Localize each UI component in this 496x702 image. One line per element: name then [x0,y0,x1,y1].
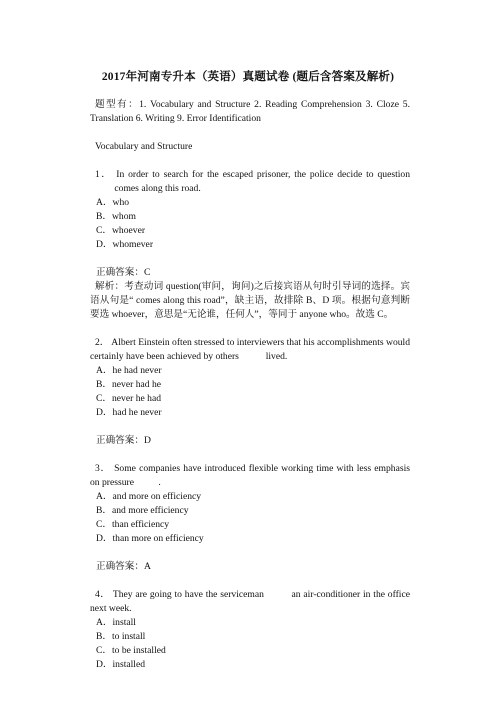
explanation: 解析：考查动词 question(审问，询问)之后接宾语从句时引导词的选择。宾语从句是“ comes along this road”，缺主语，故排除 B、D 项。根据句意判断要选 whoever，意思是“无论谁，任何人”，等同于 anyone who。故选 C。 [90,281,410,320]
stem-text-before: 1． In order to search for the escaped prisoner, the police decide to question [95,169,410,180]
question-4 [90,588,410,672]
correct-answer: 正确答案：C [96,267,151,278]
stem-text-after: comes along this road. [114,183,201,194]
question-1 [90,168,410,322]
option-b: B．never had he [96,379,162,390]
option-b: B．whom [96,211,136,222]
option-a: A．he had never [96,365,162,376]
question-types-line: 题型有：1. Vocabulary and Structure 2. Reading Comprehension 3. Cloze 5. Translation 6. Writing 9. Error Identification [90,99,410,124]
question-stem [90,462,410,490]
option-c: C．never he had [96,393,162,404]
option-d: D．whomever [96,239,154,250]
stem-text-after: an air-conditioner in the office next week. [90,589,410,614]
stem-text-before: 4． They are going to have the serviceman [95,589,264,600]
correct-answer: 正确答案：D [96,435,151,446]
option-a: A．and more on efficiency [96,491,202,502]
option-b: B．to install [96,631,146,642]
question-stem [90,588,410,616]
question-stem [90,336,410,364]
question-stem [90,168,410,196]
document-body [90,98,410,672]
question-3 [90,462,410,574]
option-a: A．who [96,197,130,208]
option-c: C．to be installed [96,645,166,656]
option-c: C．than efficiency [96,519,170,530]
page-title: 2017年河南专升本（英语）真题试卷 (题后含答案及解析) [101,71,395,83]
option-d: D．installed [96,659,146,670]
option-b: B．and more efficiency [96,505,189,516]
option-c: C．whoever [96,225,146,236]
stem-text-before: 2． Albert Einstein often stressed to interviewers that his accomplishments would certainly have been achieved by others [90,337,410,362]
option-d: D．than more on efficiency [96,533,204,544]
stem-text-before: 3． Some companies have introduced flexible working time with less emphasis on pressure [90,463,410,488]
stem-text-after: lived. [265,351,288,362]
option-a: A．install [96,617,136,628]
question-2 [90,336,410,448]
section-title: Vocabulary and Structure [95,141,193,152]
correct-answer: 正确答案：A [96,561,151,572]
option-d: D．had he never [96,407,162,418]
stem-text-after: . [158,477,161,488]
